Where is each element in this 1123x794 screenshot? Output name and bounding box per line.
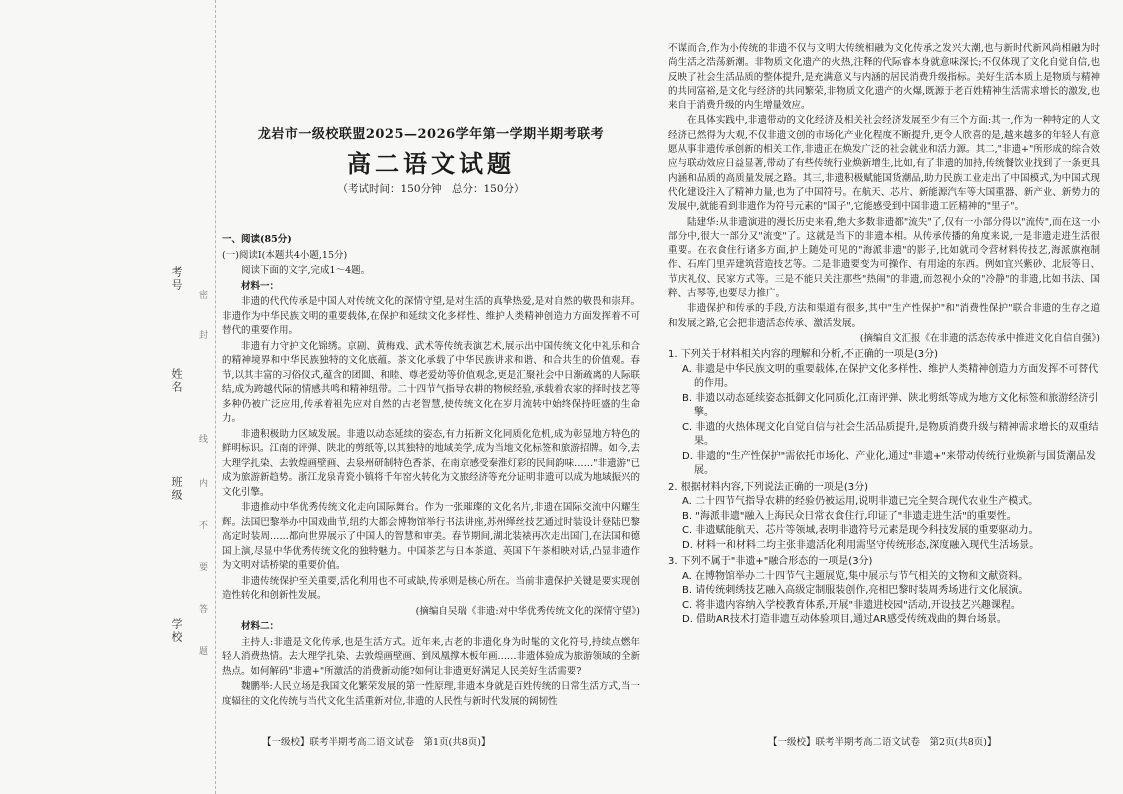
section-heading: 一、阅读(85分) <box>222 234 292 245</box>
paragraph: 主持人:非遗是文化传承,也是生活方式。近年来,古老的非遗化身为时髦的文化符号,持续点燃年轻人消费热情。去大理学扎染、去敦煌画壁画、到凤凰撑木板年画……非遗体验成为旅游领域的全新热点。如何解码"非遗+"所激活的消费新动能?如何让非遗更好满足人民美好生活需要? <box>222 636 641 677</box>
xuexiao-label: 学校 <box>170 618 183 644</box>
answer-option: A. 二十四节气指导农耕的经验仍被运用,说明非遗已完全契合现代农业生产模式。 <box>682 496 1039 508</box>
right-column <box>668 0 1100 794</box>
answer-option: C. 非遗赋能航天、芯片等领域,表明非遗符号元素是现今科技发展的重要驱动力。 <box>682 525 1039 537</box>
question-stem: 2. 根据材料内容,下列说法正确的一项是(3分) <box>668 481 869 493</box>
answer-option: D. 借助AR技术打造非遗互动体验项目,通过AR感受传统戏曲的舞台场景。 <box>682 614 1007 626</box>
paragraph: 非遗积极助力区域发展。非遗以动态延续的姿态,有力拓新文化同质化危机,成为彰显地方特色的鲜明标识。江南的评弹、陕北的剪纸等,以其独特的地域美学,成为当地文化标签和旅游招牌。如今,去大理学扎染、去敦煌画壁画、去泉州研制特色香茶、在南京感受秦淮灯彩的民间韵味……"非遗游"已成为旅游新趋势。浙江龙泉青瓷小镇将千年窑火转化为文旅经济等充分证明非遗可以成为地域振兴的文化引擎。 <box>222 428 641 498</box>
seal-char: 密 <box>197 290 207 299</box>
answer-option: C. 将非遗内容纳入学校教育体系,开展"非遗进校园"活动,开设技艺兴趣课程。 <box>682 599 1021 611</box>
answer-option: D. 非遗的"生产性保护"需依托市场化、产业化,通过"非遗+"来带动传统行业焕新与国货潮品发展。 <box>682 450 1097 477</box>
paragraph: 非遗的代代传承是中国人对传统文化的深情守望,是对生活的真挚热爱,是对自然的敬畏和崇拜。非遗作为中华民族文明的重要载体,在保护和延续文化多样性、维护人类精神创造力方面发挥着不可替代的重要作用。 <box>222 296 640 336</box>
kaohao-label: 考号 <box>170 266 183 292</box>
seal-char: 答 <box>197 604 207 613</box>
page-title: 高二语文试题 <box>347 149 515 178</box>
right-body <box>668 42 1100 628</box>
paragraph: 陆建华:从非遗演进的漫长历史来看,绝大多数非遗都"流失"了,仅有一小部分得以"流传",而在这一小部分中,很大一部分又"流变"了。这就是当下的非遗本相。从传承传播的角度来说,一是非遗走进生活很重要。在衣食住行诸多方面,护上随处可见的"海派非遗"的影子,比如就司令营材料传技艺,海派旗袍制作、石库门里弄建筑营造技艺等。二是非遗要变为可操作、有用途的东西。例如宜兴紫砂、北辰等日、节庆礼仪、民家方式等。三是不能只关注那些"热闹"的非遗,而忽视小众的"冷静"的非遗,比如书法、国粹、古琴等,也要尽力推广。 <box>668 216 1100 300</box>
material2-label: 材料二： <box>241 621 280 632</box>
paragraph: 非遗保护和传承的手段,方法和渠道有很多,其中"生产性保护"和"消费性保护"联合非遗的生存之道和发展之路,它会把非遗活态传承、激活发展。 <box>668 303 1100 329</box>
answer-option: A. 在博物馆举办二十四节气主题展览,集中展示与节气相关的文物和文献资料。 <box>682 570 1029 582</box>
source-note: (摘编自吴瑞《非遗:对中华优秀传统文化的深情守望》) <box>415 605 640 617</box>
xingming-label: 姓名 <box>170 368 183 394</box>
source-note: (摘编自文汇报《在非遗的活态传承中推进文化自信自强》) <box>859 332 1100 344</box>
exam-name: 龙岩市一级校联盟2025—2026学年第一学期半期考联考 <box>257 127 605 142</box>
paragraph: 非遗传统保护至关重要,活化利用也不可或缺,传承则是核心所在。当前非遗保护关键是要实现创造性转化和创新性发展。 <box>222 575 640 601</box>
paragraph: 非遗推动中华优秀传统文化走向国际舞台。作为一张璀璨的文化名片,非遗在国际交流中闪耀生辉。法国巴黎举办中国戏曲节,纽约大都会博物馆举行书法讲座,苏州缂丝技艺通过时装设计登陆巴黎高定时装周……都向世界展示了中国人的智慧和审美。春节期间,湖北装裱再次走出国门,在法国和德国上演,尽显中华优秀传统文化的独特魅力。中国茶艺与日本茶道、英国下午茶相映对话,凸显非遗作为文明对话桥梁的重要价值。 <box>222 502 640 571</box>
answer-option: B. "海派非遗"融入上海民众日常衣食住行,印证了"非遗走进生活"的重要性。 <box>682 510 1017 522</box>
seal-char: 要 <box>197 562 207 571</box>
answer-option: C. 非遗的火热体现文化自觉自信与社会生活品质提升,是物质消费升级与精神需求增长的双重结果。 <box>682 421 1099 448</box>
page-footer: 【一级校】联考半期考高二语文试卷 第2页(共8页)】 <box>768 737 997 748</box>
paragraph: 在具体实践中,非遗带动的文化经济及相关社会经济发展至少有三个方面:其一,作为一种特定的人文经济已然得为大观,不仅非遗文创的市场化产业化程度不断提升,更令人欣喜的是,越来越多的年轻人有意愿从事非遗传承创新的相关工作,非遗正在焕发广泛的社会就业和活力源。其二,"非遗+"所形成的综合效应与联动效应日益显著,带动了有些传统行业焕新增生,比如,有了非遗的加持,传统餐饮业找到了一条更具内涵和品质的高质量发展之路。其三,非遗积极赋能国货潮品,助力民族工业走出了中国模式,为中国式现代化建设注入了精神力量,也为了中国符号。在航天、芯片、新能源汽车等大国重器、新产业、新势力的发展中,就能看到非遗作为符号元素的"国子",它能感受到中国非遗工匠精神的"里子"。 <box>668 115 1100 213</box>
subsection-heading: (一)阅读Ⅰ(本题共4小题,15分) <box>222 249 348 261</box>
instruction: 阅读下面的文字,完成1～4题。 <box>241 265 371 276</box>
question-stem: 1. 下列关于材料相关内容的理解和分析,不正确的一项是(3分) <box>668 349 939 361</box>
answer-option: B. 非遗以动态延续姿态抵御文化同质化,江南评弹、陕北剪纸等成为地方文化标签和旅游经济引擎。 <box>682 392 1099 419</box>
seal-char: 内 <box>197 478 207 487</box>
answer-option: A. 非遗是中华民族文明的重要载体,在保护文化多样性、维护人类精神创造力方面发挥不可替代的作用。 <box>682 363 1099 390</box>
left-column <box>222 0 640 794</box>
paragraph: 非遗有力守护文化锦绣。京剧、黄梅戏、武术等传统表演艺术,展示出中国传统文化中礼乐和合的精神境界和中华民族独特的文化底蕴。茶文化承载了中华民族讲求和谐、和合共生的价值观。春节,以其丰富的习俗仪式,蕴含的团圆、和睦、尊老爱幼等价值观念,更是汇聚社会中日渐疏离的人际联结,成为跨越代际的情感共鸣和精神纽带。二十四节气指导农耕的物候经验,承载着农家的择时技艺等多种仍被广泛应用,传承着祖先应对自然的古老智慧,使传统文化在岁月流转中始终保持旺盛的生命力。 <box>222 340 640 424</box>
seal-char: 线 <box>197 434 207 443</box>
question <box>668 481 1100 554</box>
question <box>668 348 1100 479</box>
page-footer: 【一级校】联考半期考高二语文试卷 第1页(共8页)】 <box>262 737 491 748</box>
question <box>668 555 1100 628</box>
paragraph: 魏鹏举:人民立场是我国文化繁荣发展的第一性原理,非遗本身就是百姓传统的日常生活方式,当一度辐往的文化传统与当代文化生活重新对位,非遗的人民性与新时代发展的阔韧性 <box>222 681 640 707</box>
banji-label: 班级 <box>170 476 183 502</box>
answer-option: D. 材料一和材料二均主张非遗活化利用需坚守传统形态,深度融入现代生活场景。 <box>682 539 1040 551</box>
seal-char: 不 <box>197 520 207 529</box>
binding-margin <box>0 0 216 794</box>
exam-info: （考试时间：150分钟 总分：150分） <box>337 183 525 195</box>
seal-char: 题 <box>197 646 207 655</box>
material1-label: 材料一： <box>241 280 280 292</box>
answer-option: B. 请传统刺绣技艺融入高级定制服装创作,亮相巴黎时装周秀场进行文化展演。 <box>682 585 1029 597</box>
paragraph: 不谋而合,作为小传统的非遗不仅与文明大传统相融为文化传承之发兴大潮,也与新时代新风尚相融为时尚生活之浩荡新潮。非物质文化遗产的火热,注释的代际睿本身就意味深长;不仅体现了文化自觉自信,也反映了社会生活品质的整体提升,是充满意义与内涵的居民消费升级指标。美好生活本质上是物质与精神的共同富裕,是文化与经济的共同繁荣,非物质文化遗产的火爆,既源于老百姓精神生活需求增长的激发,也来自于消费升级的内生增量效应。 <box>668 43 1100 112</box>
question-stem: 3. 下列不属于"非遗+"融合形态的一项是(3分) <box>668 556 873 568</box>
seal-char: 封 <box>197 330 207 339</box>
left-body <box>222 233 640 710</box>
